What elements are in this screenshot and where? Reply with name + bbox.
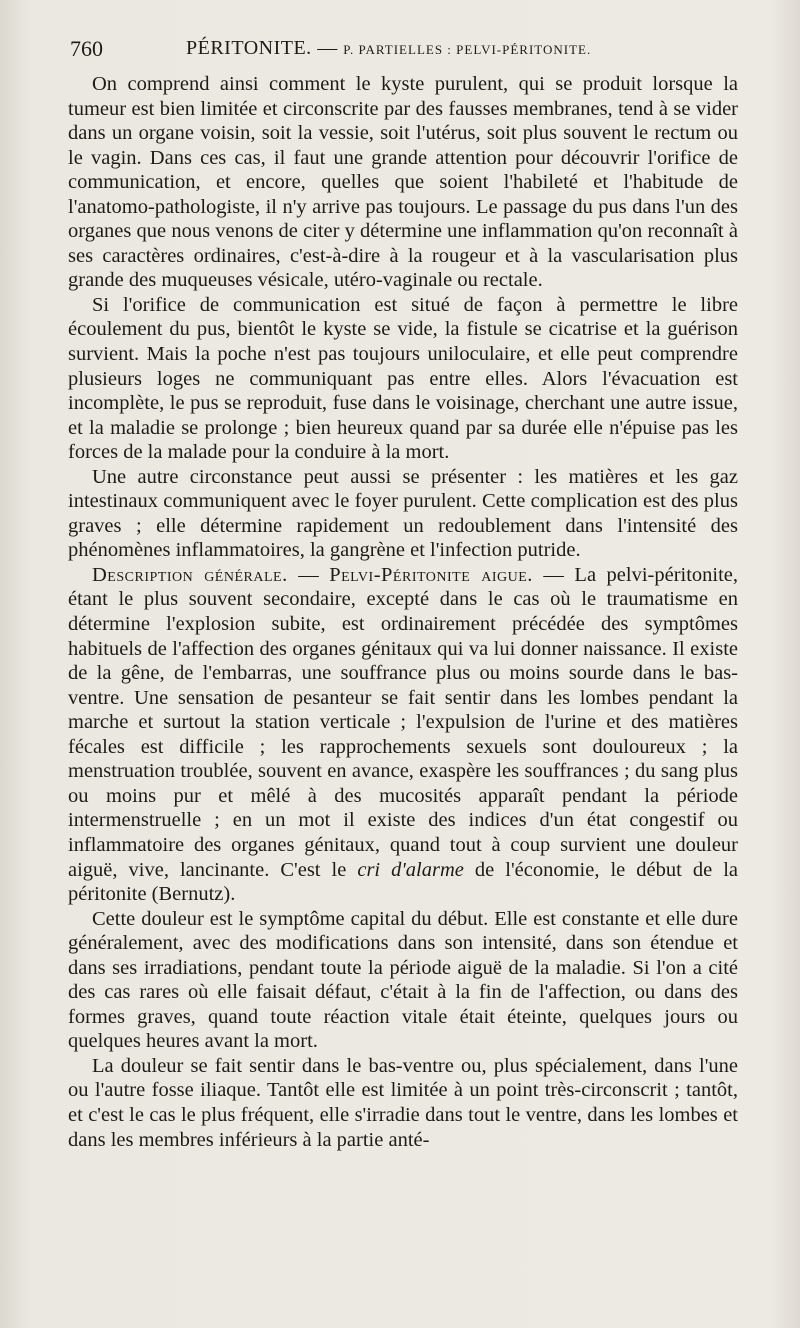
italic-phrase: cri d'alarme bbox=[357, 858, 464, 881]
section-paragraph bbox=[68, 563, 738, 907]
paragraph: Cette douleur est le symptôme capital du début. Elle est constante et elle dure généralement, avec des modifications dans son intensité, dans son étendue et dans ses irradiations, pendant toute la période aiguë de la maladie. Si l'on a cité des cas rares où elle faisait défaut, c'était à la fin de l'affection, ou dans des formes graves, quand toute réaction vitale était éteinte, quelques jours ou quelques heures avant la mort. bbox=[68, 907, 738, 1053]
paragraph: On comprend ainsi comment le kyste purulent, qui se produit lorsque la tumeur est bien limitée et circonscrite par des fausses membranes, tend à se vider dans un organe voisin, soit la vessie, soit l'utérus, soit plus souvent le rectum ou le vagin. Dans ces cas, il faut une grande attention pour découvrir l'orifice de communication, et encore, quelles que soient l'habileté et l'habitude de l'anatomo-pathologiste, il n'y arrive pas toujours. Le passage du pus dans l'un des organes que nous venons de citer y détermine une inflammation qu'on reconnaît à ses caractères ordinaires, c'est-à-dire à la rougeur et à la vascularisation plus grande des muqueuses vésicale, utéro-vaginale ou rectale. bbox=[68, 73, 738, 292]
running-title bbox=[186, 37, 591, 60]
section-heading: Description générale. bbox=[92, 563, 288, 586]
running-title-separator: — bbox=[317, 37, 338, 59]
heading-dash: — bbox=[298, 563, 319, 586]
heading-dash: — bbox=[543, 563, 564, 586]
subsection-heading: Pelvi-Péritonite aigue. bbox=[329, 563, 533, 586]
body-text bbox=[68, 72, 738, 1152]
running-title-main: PÉRITONITE. bbox=[186, 37, 312, 59]
paragraph: Une autre circonstance peut aussi se présenter : les matières et les gaz intestinaux communiquent avec le foyer purulent. Cette complication est des plus graves ; elle détermine rapidement un redoublement dans l'intensité des phénomènes inflammatoires, la gangrène et l'infection putride. bbox=[68, 465, 738, 562]
page-header bbox=[70, 36, 738, 66]
section-text: La pelvi-péritonite, étant le plus souvent secondaire, excepté dans le cas où le traumatisme en détermine l'explosion subite, est ordinairement précédée des symptômes habituels de l'affection des organes génitaux qui va lui donner naissance. Il existe de la gêne, de l'embarras, une souffrance plus ou moins sourde dans le bas-ventre. Une sensation de pesanteur se fait sentir dans les lombes pendant la marche et surtout la station verticale ; l'expulsion de l'urine et des matières fécales est difficile ; les rapprochements sexuels sont douloureux ; la menstruation troublée, souvent en avance, exaspère les souffrances ; du sang plus ou moins pur et mêlé à des mucosités apparaît pendant la période intermenstruelle ; en un mot il existe des indices d'un état congestif ou inflammatoire des organes génitaux, quand tout à coup survient une douleur aiguë, vive, lancinante. C'est le bbox=[68, 563, 739, 881]
section-text-end: de l'économie, le début de la péritonite (Bernutz). bbox=[68, 858, 739, 906]
paragraph: La douleur se fait sentir dans le bas-ventre ou, plus spécialement, dans l'une ou l'autre fosse iliaque. Tantôt elle est limitée à un point très-circonscrit ; tantôt, et c'est le cas le plus fréquent, elle s'irradie dans tout le ventre, dans les lombes et dans les membres inférieurs à la partie anté- bbox=[68, 1054, 738, 1151]
paragraph: Si l'orifice de communication est situé de façon à permettre le libre écoulement du pus, bientôt le kyste se vide, la fistule se cicatrise et la guérison survient. Mais la poche n'est pas toujours uniloculaire, et elle peut comprendre plusieurs loges ne communiquant pas entre elles. Alors l'évacuation est incomplète, le pus se reproduit, fuse dans le voisinage, cherchant une autre issue, et la maladie se prolonge ; bien heureux quand par sa durée elle n'épuise pas les forces de la malade pour la conduire à la mort. bbox=[68, 293, 738, 464]
page-number: 760 bbox=[70, 36, 103, 61]
running-title-subtitle: P. PARTIELLES : PELVI-PÉRITONITE. bbox=[343, 42, 592, 57]
